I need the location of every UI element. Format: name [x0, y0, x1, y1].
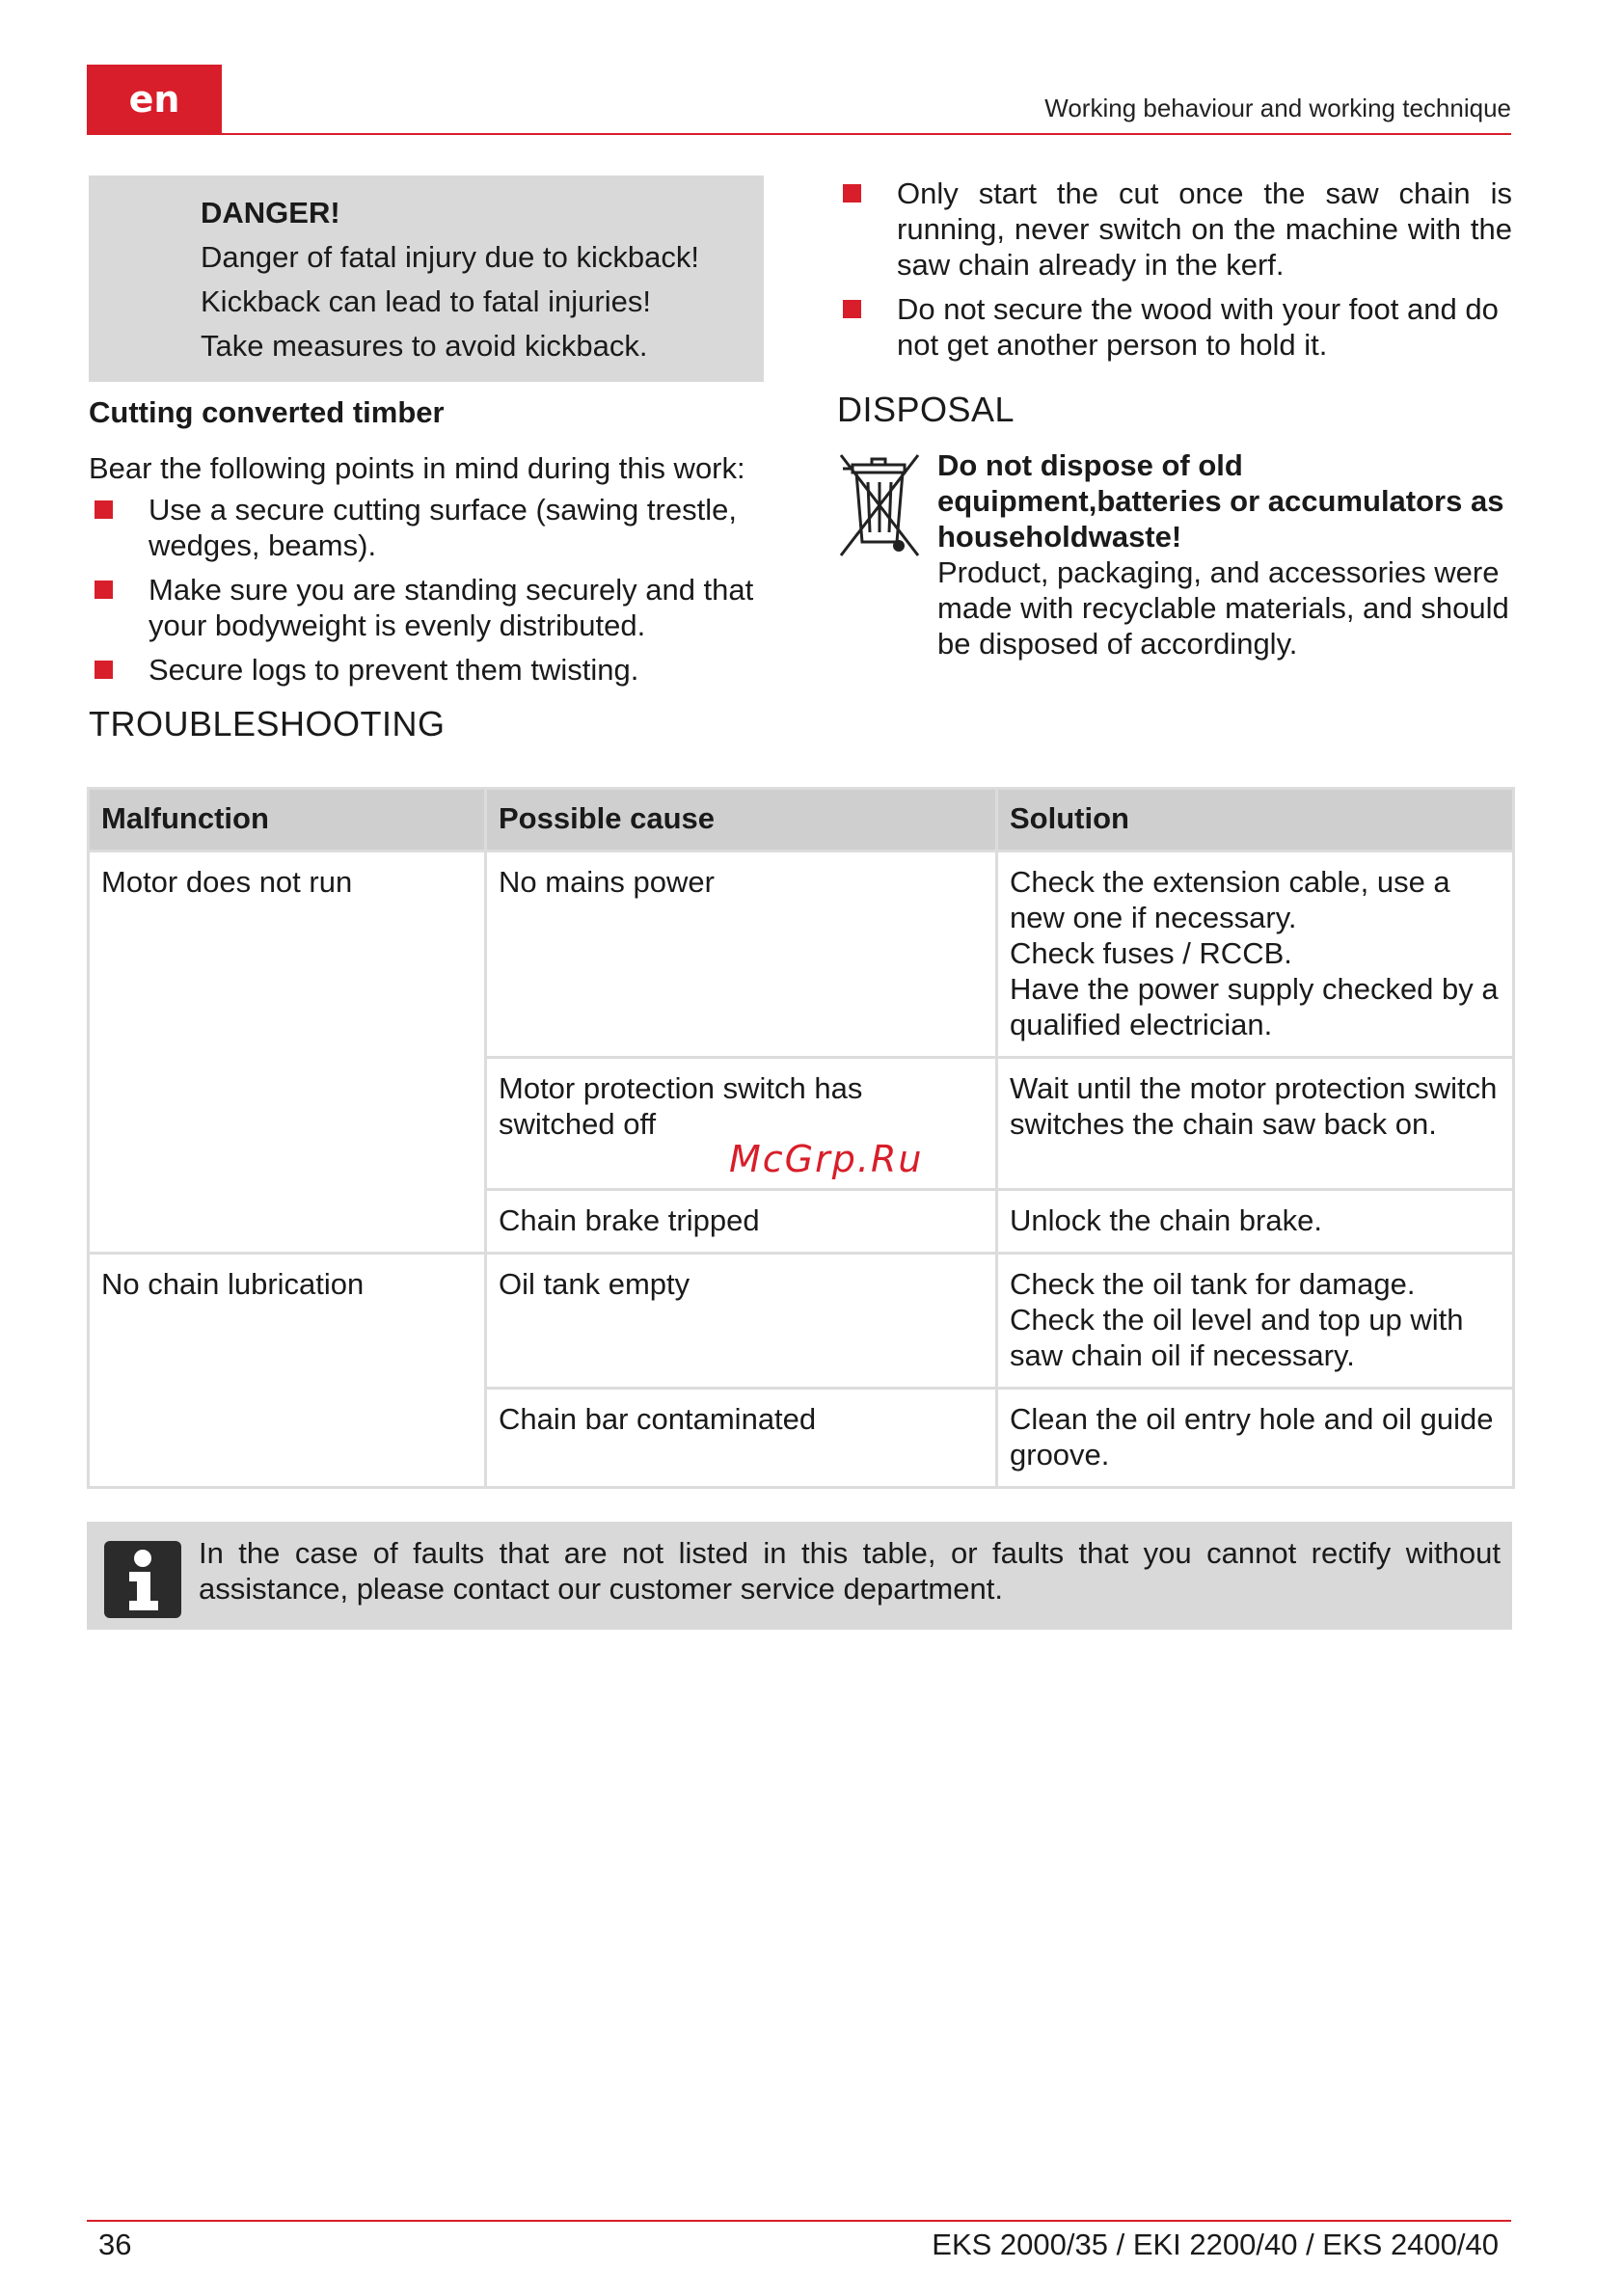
danger-line: Danger of fatal injury due to kickback! — [201, 240, 699, 274]
danger-title: DANGER! — [201, 196, 340, 230]
right-column — [837, 176, 1512, 662]
danger-line: Take measures to avoid kickback. — [201, 329, 648, 363]
bullet-square-icon — [843, 184, 861, 203]
cause-cell: No mains power — [486, 851, 997, 1058]
solution-line: Check the extension cable, use a new one if necessary. — [1010, 865, 1450, 934]
danger-line: Kickback can lead to fatal injuries! — [201, 284, 651, 318]
cutting-intro: Bear the following points in mind during this work: — [89, 451, 745, 485]
bullet-text: Do not secure the wood with your foot and do not get another person to hold it. — [897, 292, 1499, 362]
solution-line: Check the oil tank for damage. — [1010, 1267, 1416, 1301]
cause-cell: Motor protection switch has switched off — [486, 1058, 997, 1190]
malfunction-cell: No chain lubrication — [89, 1254, 486, 1488]
cause-cell: Oil tank empty — [486, 1254, 997, 1389]
table-row — [89, 1254, 1514, 1389]
list-item — [89, 572, 764, 643]
list-item — [89, 492, 764, 563]
watermark: McGrp.Ru — [729, 1138, 924, 1180]
crossed-out-wheelie-bin-icon — [837, 447, 930, 662]
cause-cell: Chain bar contaminated — [486, 1389, 997, 1488]
malfunction-cell: Motor does not run — [89, 851, 486, 1254]
info-note — [87, 1522, 1512, 1630]
column-header: Solution — [997, 789, 1514, 851]
footer-rule — [87, 2220, 1511, 2222]
table-row — [89, 851, 1514, 1058]
cutting-bullet-list — [89, 492, 764, 688]
solution-cell — [997, 1254, 1514, 1389]
solution-cell — [997, 1190, 1514, 1254]
bullet-square-icon — [95, 581, 113, 599]
solution-line: Unlock the chain brake. — [1010, 1203, 1322, 1237]
info-text: In the case of faults that are not listed in this table, or faults that you cannot rectify without assistance, please contact our customer service department. — [199, 1536, 1501, 1606]
solution-cell — [997, 851, 1514, 1058]
bullet-square-icon — [95, 661, 113, 679]
disposal-block — [837, 447, 1512, 662]
language-tab: en — [87, 65, 222, 134]
info-icon — [104, 1541, 181, 1618]
cause-cell: Chain brake tripped — [486, 1190, 997, 1254]
table-header-row — [89, 789, 1514, 851]
model-names: EKS 2000/35 / EKI 2200/40 / EKS 2400/40 — [932, 2228, 1499, 2261]
solution-line: Check the oil level and top up with saw chain oil if necessary. — [1010, 1303, 1464, 1372]
column-header: Possible cause — [486, 789, 997, 851]
disposal-description: Product, packaging, and accessories were made with recyclable materials, and should be disposed of accordingly. — [937, 555, 1509, 661]
header-rule — [87, 133, 1511, 135]
list-item — [837, 291, 1512, 363]
bullet-text: Make sure you are standing securely and that your bodyweight is evenly distributed. — [149, 573, 754, 642]
solution-cell — [997, 1058, 1514, 1190]
danger-box — [89, 176, 764, 382]
bullet-text: Secure logs to prevent them twisting. — [149, 653, 639, 687]
disposal-warning: Do not dispose of old equipment,batteries or accumulators as householdwaste! — [937, 448, 1504, 554]
solution-line: Clean the oil entry hole and oil guide groove. — [1010, 1402, 1494, 1472]
bullet-text: Only start the cut once the saw chain is running, never switch on the machine with the saw chain already in the kerf. — [897, 176, 1512, 282]
cutting-heading: Cutting converted timber — [89, 395, 445, 429]
bullet-square-icon — [843, 300, 861, 318]
left-column — [89, 176, 764, 696]
troubleshooting-heading: TROUBLESHOOTING — [89, 704, 446, 743]
solution-line: Check fuses / RCCB. — [1010, 936, 1292, 970]
list-item — [89, 652, 764, 688]
section-title: Working behaviour and working technique — [1044, 94, 1511, 122]
page-number: 36 — [98, 2228, 132, 2261]
disposal-text — [930, 447, 1512, 662]
solution-line: Have the power supply checked by a qualified electrician. — [1010, 972, 1499, 1041]
bullet-square-icon — [95, 500, 113, 519]
column-header: Malfunction — [89, 789, 486, 851]
bullet-text: Use a secure cutting surface (sawing trestle, wedges, beams). — [149, 493, 737, 562]
disposal-heading: DISPOSAL — [837, 390, 1015, 429]
solution-line: Wait until the motor protection switch switches the chain saw back on. — [1010, 1071, 1498, 1141]
solution-cell — [997, 1389, 1514, 1488]
list-item — [837, 176, 1512, 283]
safety-bullet-list — [837, 176, 1512, 363]
